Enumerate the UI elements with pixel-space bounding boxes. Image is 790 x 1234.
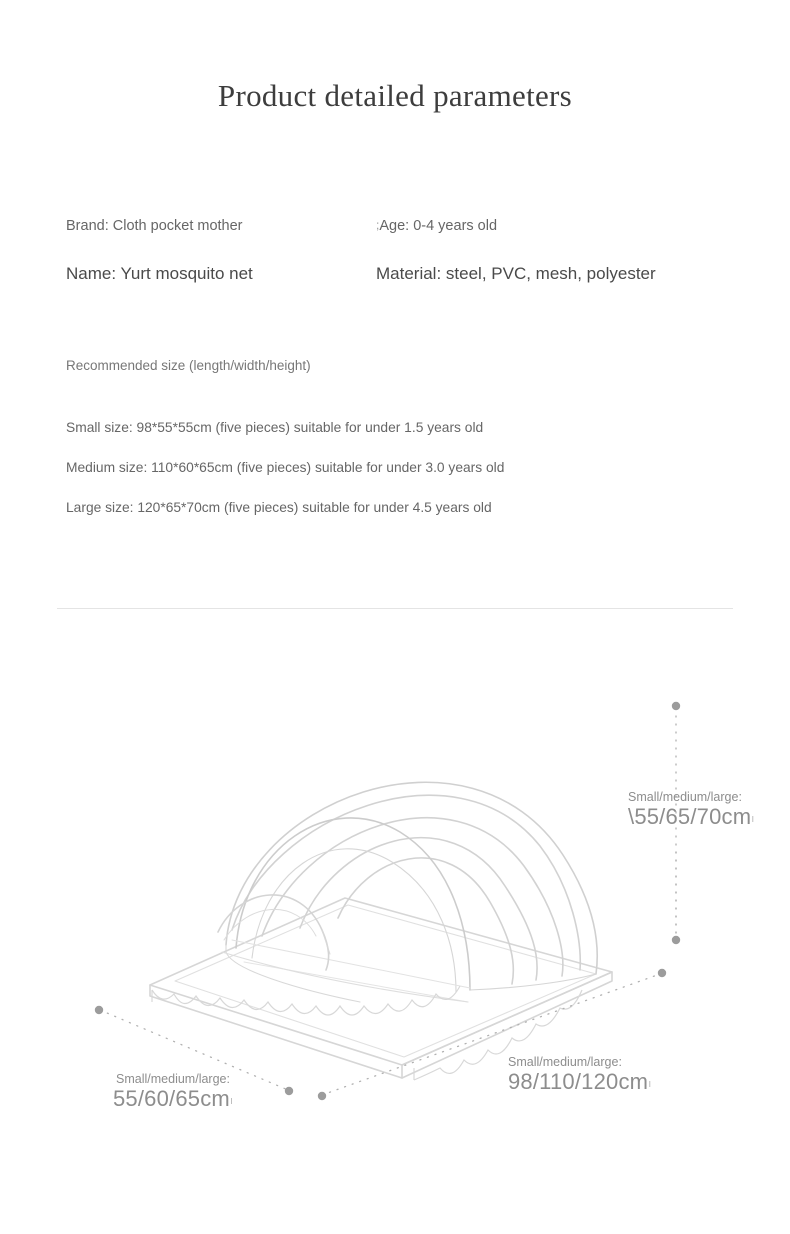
product-diagram <box>0 640 790 1200</box>
dimension-depth-caption: Small/medium/large: <box>116 1072 230 1086</box>
spec-material <box>376 264 659 284</box>
dimension-height-caption: Small/medium/large: <box>628 790 742 804</box>
dim-endpoint <box>672 936 680 944</box>
dimension-depth <box>58 1072 288 1112</box>
dimension-height <box>628 790 754 830</box>
dimension-height-number: 55/65/70cm <box>634 804 752 829</box>
spec-age-text: Age: 0-4 years old <box>379 218 498 234</box>
dimension-width-number: 98/110/120cm <box>508 1069 649 1094</box>
dimension-height-value <box>628 804 754 830</box>
dimension-width <box>508 1055 651 1095</box>
spec-material-suffix <box>656 268 659 280</box>
size-list <box>66 420 504 540</box>
spec-name-text: Name: Yurt mosquito net <box>66 264 253 283</box>
spec-name-suffix <box>253 268 256 280</box>
list-item: Medium size: 110*60*65cm (five pieces) suitable for under 3.0 years old <box>66 460 505 475</box>
dimension-height-prefix: \ <box>628 804 635 829</box>
dimension-depth-suffix: ı <box>229 1095 234 1107</box>
dimension-depth-number: 55/60/65cm <box>112 1086 230 1111</box>
dimension-width-caption: Small/medium/large: <box>508 1055 622 1069</box>
spec-row <box>0 264 790 310</box>
dimension-depth-value <box>58 1086 288 1112</box>
spec-material-text: Material: steel, PVC, mesh, polyester <box>376 264 656 283</box>
dim-endpoint <box>672 702 680 710</box>
spec-name <box>66 264 256 284</box>
recommended-size-heading: Recommended size (length/width/height) <box>66 358 311 373</box>
section-divider <box>57 608 733 609</box>
dim-endpoint <box>318 1092 326 1100</box>
spec-brand: Brand: Cloth pocket mother <box>66 218 243 234</box>
dimension-width-suffix: ı <box>648 1078 652 1090</box>
page-title: Product detailed parameters <box>217 78 573 113</box>
dim-endpoint <box>658 969 666 977</box>
mosquito-net-illustration <box>0 640 790 1200</box>
spec-age-prefix: ; <box>376 218 380 232</box>
dim-endpoint <box>95 1006 103 1014</box>
list-item: Small size: 98*55*55cm (five pieces) suitable for under 1.5 years old <box>66 420 484 435</box>
spec-row <box>0 218 790 264</box>
spec-age <box>376 218 497 234</box>
list-item: Large size: 120*65*70cm (five pieces) suitable for under 4.5 years old <box>66 500 492 515</box>
dimension-height-suffix: ı <box>751 813 755 825</box>
spec-block <box>0 218 790 310</box>
dimension-width-value <box>508 1069 651 1095</box>
